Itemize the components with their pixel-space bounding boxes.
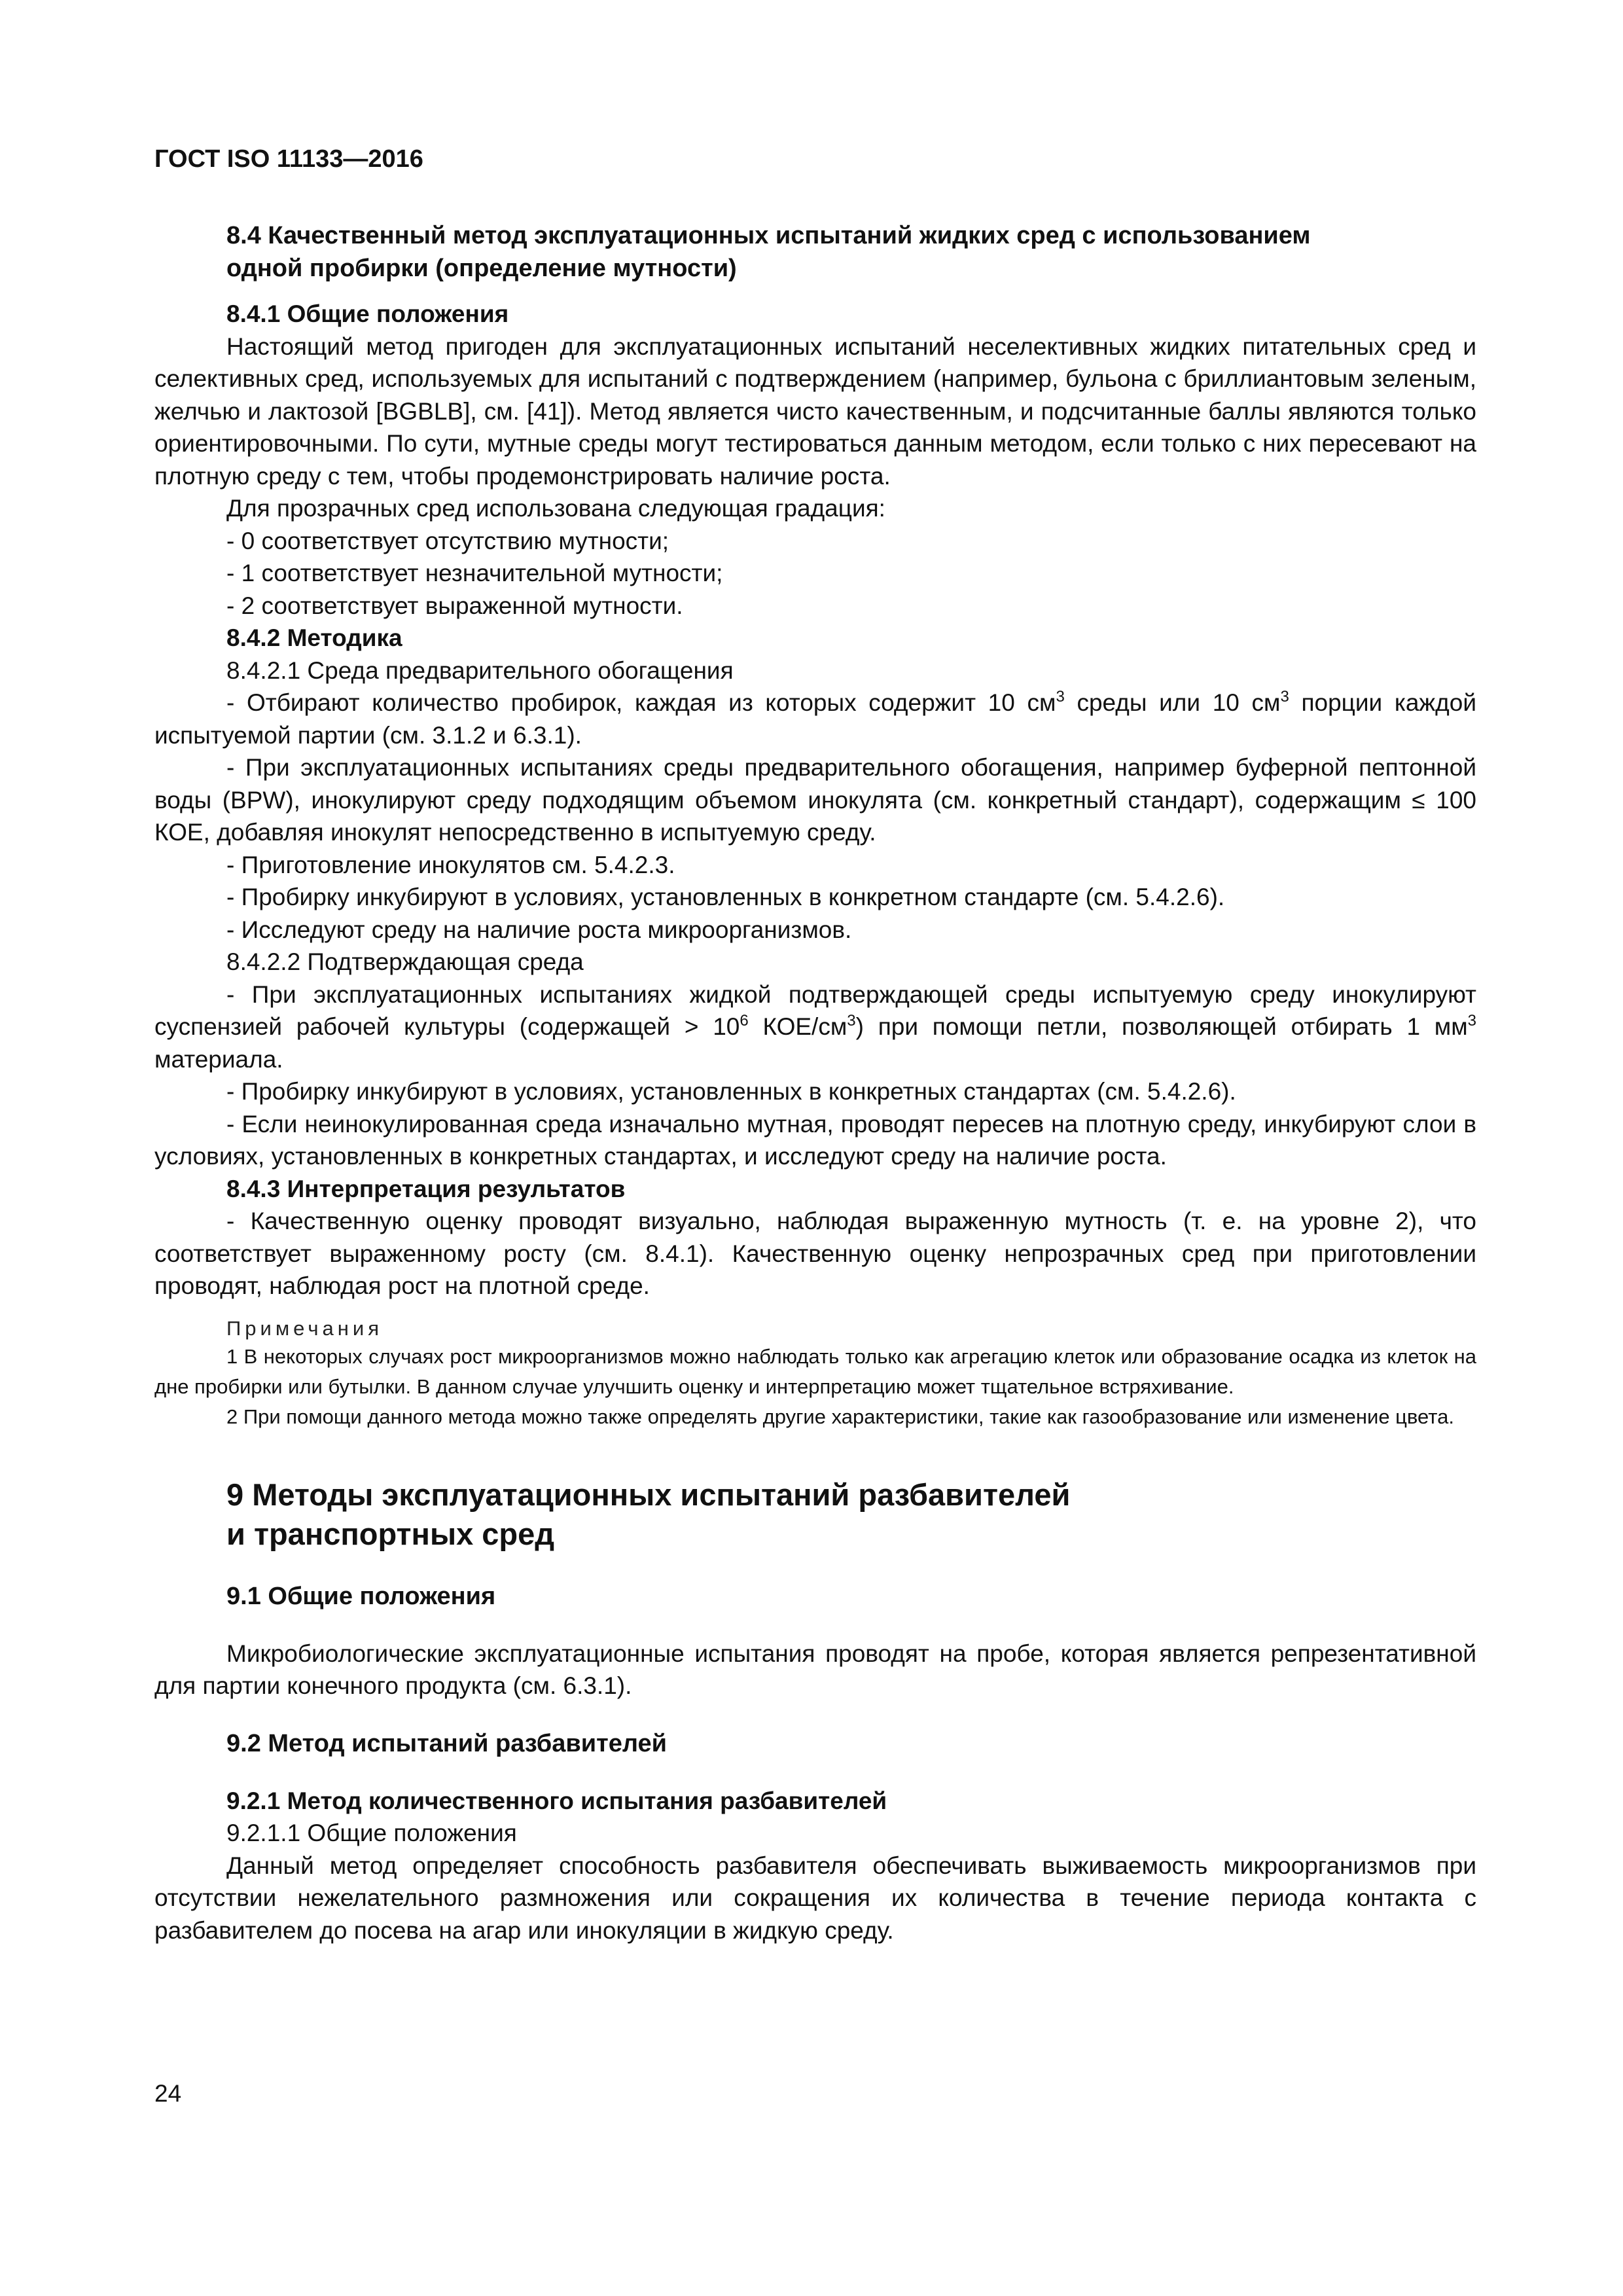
pre-enrichment-item: - Пробирку инкубируют в условиях, установленных в конкретном стандарте (см. 5.4.2.6). <box>226 884 1225 910</box>
section-8-4-2-1-heading: 8.4.2.1 Среда предварительного обогащения <box>226 656 734 684</box>
document-page <box>154 145 1476 1946</box>
section-9-2-heading: 9.2 Метод испытаний разбавителей <box>226 1729 667 1757</box>
confirmatory-item: - Пробирку инкубируют в условиях, установленных в конкретных стандартах (см. 5.4.2.6). <box>226 1078 1236 1105</box>
notes-label: Примечания <box>226 1316 383 1340</box>
pre-enrichment-item: - Исследуют среду на наличие роста микроорганизмов. <box>226 916 852 943</box>
section-8-4-title-line2: одной пробирки (определение мутности) <box>226 255 737 282</box>
grading-intro: Для прозрачных сред использована следующая градация: <box>226 495 885 522</box>
note-2: 2 При помощи данного метода можно также определять другие характеристики, такие как газообразование или изменение цвета. <box>226 1405 1454 1428</box>
grade-item: - 2 соответствует выраженной мутности. <box>226 592 683 619</box>
section-9-2-1-1-heading: 9.2.1.1 Общие положения <box>226 1820 517 1846</box>
section-9-2-1-heading: 9.2.1 Метод количественного испытания разбавителей <box>226 1787 887 1814</box>
page-number: 24 <box>154 2080 182 2107</box>
pre-enrichment-item: - Отбирают количество пробирок, каждая из которых содержит 10 $см^3$ среды или 10 $см^3$ порции каждой испытуемой партии (см. 3.1.2 и 6.3.1). <box>154 688 1476 749</box>
section-9-1-heading: 9.1 Общие положения <box>226 1582 496 1610</box>
section-8-4-3-heading: 8.4.3 Интерпретация результатов <box>226 1175 626 1202</box>
grade-item: - 1 соответствует незначительной мутности; <box>226 560 723 586</box>
section-8-4-title <box>226 219 1476 285</box>
pre-enrichment-item: - Приготовление инокулятов см. 5.4.2.3. <box>226 851 675 878</box>
pre-enrichment-item: - При эксплуатационных испытаниях среды предварительного обогащения, например буферной пептонной воды (BPW), инокулируют среду подходящим объемом инокулята (см. конкретный стандарт), содержащим ≤ 100 КОЕ, добавляя инокулят непосредственно в испытуемую среду. <box>154 754 1476 846</box>
section-9-title-line2: и транспортных сред <box>226 1516 555 1551</box>
section-9-2-1-1-paragraph: Данный метод определяет способность разбавителя обеспечивать выживаемость микроорганизмов при отсутствии нежелательного размножения или сокращения их количества в течение периода контакта с разбавителем до посева на агар или инокуляции в жидкую среду. <box>154 1852 1476 1944</box>
confirmatory-item: - Если неинокулированная среда изначально мутная, проводят пересев на плотную среду, инкубируют слои в условиях, установленных в конкретных стандартах, и исследуют среду на наличие роста. <box>154 1110 1476 1170</box>
grade-item: - 0 соответствует отсутствию мутности; <box>226 527 669 554</box>
section-8-4-1-heading: 8.4.1 Общие положения <box>226 300 509 327</box>
section-9-1-paragraph: Микробиологические эксплуатационные испытания проводят на пробе, которая является репрезентативной для партии конечного продукта (см. 6.3.1). <box>154 1640 1476 1699</box>
section-8-4-3-paragraph: - Качественную оценку проводят визуально, наблюдая выраженную мутность (т. е. на уровне 2), что соответствует выраженному росту (см. 8.4.1). Качественную оценку непрозрачных сред при приготовлении проводят, наблюдая рост на плотной среде. <box>154 1208 1476 1299</box>
section-8-4-2-heading: 8.4.2 Методика <box>226 624 402 651</box>
section-9-title <box>226 1475 1476 1554</box>
section-8-4-1-paragraph: Настоящий метод пригоден для эксплуатационных испытаний неселективных жидких питательных сред и селективных сред, используемых для испытаний с подтверждением (например, бульона с бриллиантовым зеленым, желчью и лактозой [BGBLB], см. [41]). Метод является чисто качественным, и подсчитанные баллы являются только ориентировочными. По сути, мутные среды могут тестироваться данным методом, если только с них пересевают на плотную среду с тем, чтобы продемонстрировать наличие роста. <box>154 332 1476 490</box>
document-header: ГОСТ ISO 11133—2016 <box>154 145 423 173</box>
note-1: 1 В некоторых случаях рост микроорганизмов можно наблюдать только как агрегацию клеток или образование осадка из клеток на дне пробирки или бутылки. В данном случае улучшить оценку и интерпретацию может тщательное встряхивание. <box>154 1344 1476 1398</box>
section-8-4-title-line1: 8.4 Качественный метод эксплуатационных испытаний жидких сред с использованием <box>226 222 1311 249</box>
section-9-title-line1: 9 Методы эксплуатационных испытаний разбавителей <box>226 1477 1071 1512</box>
section-8-4-2-2-heading: 8.4.2.2 Подтверждающая среда <box>226 948 584 975</box>
confirmatory-item: - При эксплуатационных испытаниях жидкой подтверждающей среды испытуемую среду инокулируют суспензией рабочей культуры (содержащей > $10^6$ КОЕ/$см^3$) при помощи петли, позволяющей отбирать 1 $мм^3$ материала. <box>154 980 1476 1073</box>
